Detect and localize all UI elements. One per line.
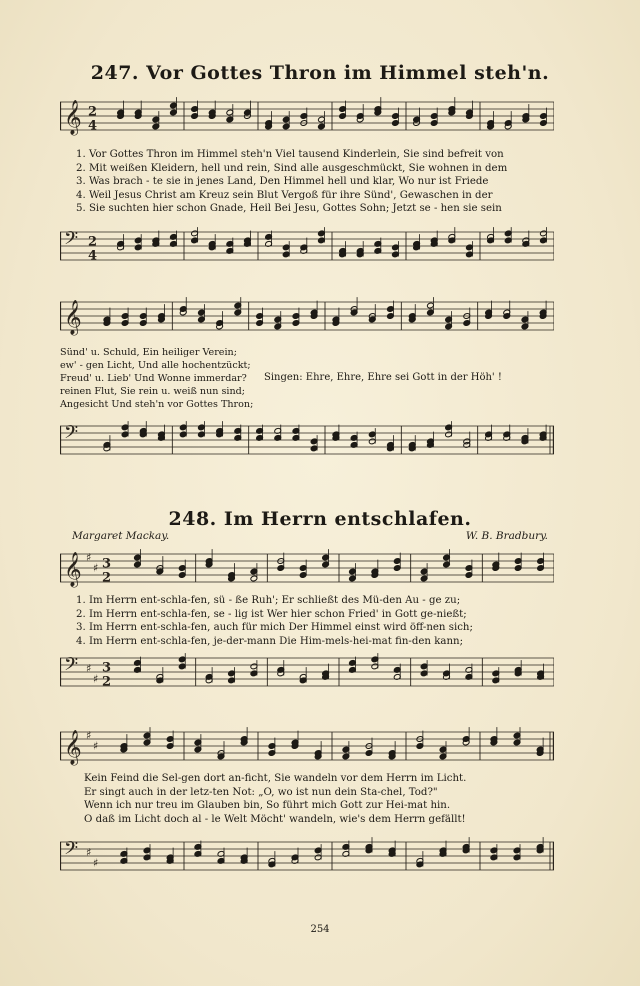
verse-line: ew' - gen Licht, Und alle hochentzückt; bbox=[60, 360, 251, 371]
sharp-icon: ♯ bbox=[93, 672, 99, 686]
sharp-icon: ♯ bbox=[86, 551, 92, 564]
verse-line: 2. Im Herrn ent-schla-fen, se - lig ist Wer hier schon Fried' in Gott ge-nießt; bbox=[76, 608, 467, 620]
verse-line: Freud' u. Lieb' Und Wonne immerdar? bbox=[60, 373, 247, 384]
time-signature-top: 3 bbox=[102, 660, 112, 676]
hymn-248-verses-continued bbox=[84, 772, 574, 826]
sharp-icon: ♯ bbox=[93, 856, 99, 870]
verse-line: 1. Vor Gottes Thron im Himmel steh'n Viel tausend Kinderlein, Sie sind befreit von bbox=[76, 149, 504, 160]
hymn-248-treble-staff-2 bbox=[60, 726, 554, 770]
treble-clef-icon: 𝄞 bbox=[64, 100, 82, 136]
bass-clef-icon: 𝄢 bbox=[64, 654, 79, 680]
verse-line: Kein Feind die Sel-gen dort an-ficht, Sie wandeln vor dem Herrn im Licht. bbox=[84, 773, 467, 784]
hymn-247-verses-continued bbox=[60, 346, 253, 411]
hymn-247-title: 247. Vor Gottes Thron im Himmel steh'n. bbox=[90, 62, 550, 84]
hymn-247-treble-staff-1 bbox=[60, 96, 554, 140]
verse-line: Sünd' u. Schuld, Ein heiliger Verein; bbox=[60, 347, 237, 358]
page-number: 254 bbox=[310, 924, 330, 935]
verse-line: Wenn ich nur treu im Glauben bin, So führt mich Gott zur Hei-mat hin. bbox=[84, 800, 451, 811]
sharp-icon: ♯ bbox=[86, 846, 92, 859]
hymn-248-title: 248. Im Herrn entschlafen. bbox=[168, 508, 472, 530]
time-signature-bottom: 4 bbox=[88, 248, 98, 264]
sharp-icon: ♯ bbox=[93, 739, 99, 753]
time-signature-top: 3 bbox=[102, 556, 112, 572]
verse-line: O daß im Licht doch al - le Welt Möcht' wandeln, wie's dem Herrn gefällt! bbox=[84, 813, 466, 825]
hymn-247-treble-staff-2 bbox=[60, 296, 554, 340]
verse-line: 1. Im Herrn ent-schla-fen, sü - ße Ruh'; Er schließt des Mü-den Au - ge zu; bbox=[76, 595, 461, 606]
staff-lines bbox=[60, 302, 554, 330]
bass-clef-icon: 𝄢 bbox=[64, 228, 79, 254]
verse-line: 3. Im Herrn ent-schla-fen, auch für mich Der Himmel einst wird öff-nen sich; bbox=[76, 622, 473, 633]
hymn-248-treble-staff-1 bbox=[60, 548, 554, 592]
time-signature-top: 2 bbox=[88, 104, 98, 120]
time-signature-top: 2 bbox=[88, 234, 98, 250]
treble-clef-icon: 𝄞 bbox=[64, 730, 82, 766]
time-signature-bottom: 4 bbox=[88, 118, 98, 134]
time-signature-bottom: 2 bbox=[102, 570, 112, 586]
verse-line: 2. Mit weißen Kleidern, hell und rein, Sind alle ausgeschmückt, Sie wohnen in dem bbox=[76, 162, 508, 174]
hymn-248-verses bbox=[76, 594, 566, 648]
bass-clef-icon: 𝄢 bbox=[64, 838, 79, 864]
verse-line: Er singt auch in der letz-ten Not: „O, wo ist nun dein Sta-chel, Tod?" bbox=[84, 786, 438, 798]
sharp-icon: ♯ bbox=[86, 729, 92, 742]
hymn-248-bass-staff-2 bbox=[60, 836, 554, 880]
verse-line: 5. Sie suchten hier schon Gnade, Heil Bei Jesu, Gottes Sohn; Jetzt se - hen sie sein bbox=[76, 203, 502, 214]
treble-clef-icon: 𝄞 bbox=[64, 552, 82, 588]
hymn-248-composer: W. B. Bradbury. bbox=[465, 530, 548, 542]
verse-line: Angesicht Und steh'n vor Gottes Thron; bbox=[60, 399, 254, 410]
treble-clef-icon: 𝄞 bbox=[64, 300, 82, 336]
staff-lines bbox=[60, 426, 554, 454]
hymn-247-refrain: Singen: Ehre, Ehre, Ehre sei Gott in der Höh' ! bbox=[264, 372, 502, 383]
verse-line: reinen Flut, Sie rein u. weiß nun sind; bbox=[60, 386, 246, 397]
hymn-247-bass-staff-1 bbox=[60, 226, 554, 270]
time-signature-bottom: 2 bbox=[102, 674, 112, 690]
sharp-icon: ♯ bbox=[93, 561, 99, 575]
verse-line: 4. Weil Jesus Christ am Kreuz sein Blut Vergoß für ihre Sünd', Gewaschen in der bbox=[76, 189, 493, 201]
hymn-248-author: Margaret Mackay. bbox=[72, 530, 170, 542]
verse-line: 3. Was brach - te sie in jenes Land, Den Himmel hell und klar, Wo nur ist Friede bbox=[76, 176, 489, 187]
hymn-247-bass-staff-2 bbox=[60, 420, 554, 464]
hymn-248-bass-staff-1 bbox=[60, 652, 554, 696]
bass-clef-icon: 𝄢 bbox=[64, 422, 79, 448]
hymn-247-verses bbox=[76, 148, 566, 216]
verse-line: 4. Im Herrn ent-schla-fen, je-der-mann Die Him-mels-hei-mat fin-den kann; bbox=[76, 635, 464, 647]
sharp-icon: ♯ bbox=[86, 662, 92, 675]
